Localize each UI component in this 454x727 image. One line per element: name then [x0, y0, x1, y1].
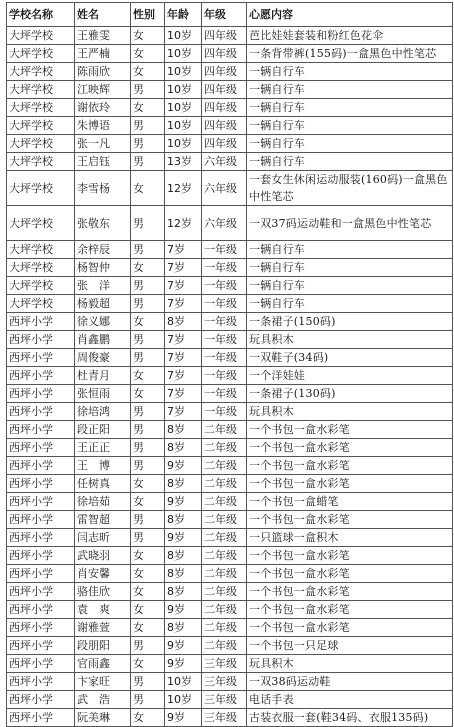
school-cell: 西坪小学 [7, 655, 75, 673]
header-row [7, 3, 453, 27]
table-row [7, 295, 453, 313]
age-cell: 9岁 [165, 637, 202, 655]
gender-cell: 男 [131, 331, 165, 349]
school-cell: 西坪小学 [7, 583, 75, 601]
table-row [7, 691, 453, 709]
gender-cell: 女 [131, 99, 165, 117]
school-cell: 西坪小学 [7, 691, 75, 709]
name-cell: 王 博 [75, 457, 131, 475]
age-cell: 7岁 [165, 385, 202, 403]
header-grade: 年级 [202, 3, 247, 27]
gender-cell: 男 [131, 421, 165, 439]
wish-cell: 一个书包一盒水彩笔 [247, 565, 453, 583]
grade-cell: 六年级 [202, 171, 247, 206]
age-cell: 8岁 [165, 583, 202, 601]
gender-cell: 男 [131, 691, 165, 709]
name-cell: 杨智仲 [75, 259, 131, 277]
wish-cell: 一条裙子(150码) [247, 313, 453, 331]
age-cell: 7岁 [165, 241, 202, 259]
table-row [7, 565, 453, 583]
name-cell: 张 洋 [75, 277, 131, 295]
school-cell: 西坪小学 [7, 637, 75, 655]
name-cell: 官雨鑫 [75, 655, 131, 673]
gender-cell: 女 [131, 27, 165, 45]
grade-cell: 一年级 [202, 241, 247, 259]
grade-cell: 四年级 [202, 45, 247, 63]
header-age: 年龄 [165, 3, 202, 27]
table-row [7, 313, 453, 331]
wish-cell: 一辆自行车 [247, 259, 453, 277]
school-cell: 西坪小学 [7, 673, 75, 691]
table-row [7, 259, 453, 277]
age-cell: 8岁 [165, 619, 202, 637]
age-cell: 7岁 [165, 403, 202, 421]
table-row [7, 349, 453, 367]
table-row [7, 27, 453, 45]
gender-cell: 女 [131, 171, 165, 206]
gender-cell: 男 [131, 673, 165, 691]
gender-cell: 男 [131, 135, 165, 153]
school-cell: 大坪学校 [7, 259, 75, 277]
grade-cell: 二年级 [202, 529, 247, 547]
gender-cell: 男 [131, 637, 165, 655]
gender-cell: 男 [131, 349, 165, 367]
school-cell: 西坪小学 [7, 331, 75, 349]
age-cell: 8岁 [165, 511, 202, 529]
gender-cell: 女 [131, 601, 165, 619]
name-cell: 谢依玲 [75, 99, 131, 117]
name-cell: 卞家旺 [75, 673, 131, 691]
age-cell: 7岁 [165, 295, 202, 313]
grade-cell: 二年级 [202, 421, 247, 439]
gender-cell: 男 [131, 439, 165, 457]
wish-cell: 古装衣服一套(鞋34码、衣服135码) [247, 709, 453, 727]
name-cell: 张一凡 [75, 135, 131, 153]
header-name: 姓名 [75, 3, 131, 27]
table-row [7, 206, 453, 241]
table-row [7, 457, 453, 475]
age-cell: 10岁 [165, 27, 202, 45]
grade-cell: 一年级 [202, 367, 247, 385]
name-cell: 任树真 [75, 475, 131, 493]
wish-cell: 一个书包一盒水彩笔 [247, 475, 453, 493]
gender-cell: 女 [131, 583, 165, 601]
wish-cell: 一个书包一只足球 [247, 637, 453, 655]
school-cell: 西坪小学 [7, 403, 75, 421]
wish-cell: 一双37码运动鞋和一盒黑色中性笔芯 [247, 206, 453, 241]
school-cell: 大坪学校 [7, 99, 75, 117]
wish-cell: 一条裙子(130码) [247, 385, 453, 403]
name-cell: 徐义娜 [75, 313, 131, 331]
school-cell: 西坪小学 [7, 385, 75, 403]
age-cell: 7岁 [165, 277, 202, 295]
school-cell: 西坪小学 [7, 619, 75, 637]
gender-cell: 男 [131, 529, 165, 547]
grade-cell: 一年级 [202, 277, 247, 295]
gender-cell: 女 [131, 709, 165, 727]
school-cell: 大坪学校 [7, 63, 75, 81]
grade-cell: 一年级 [202, 385, 247, 403]
name-cell: 李雪杨 [75, 171, 131, 206]
gender-cell: 男 [131, 511, 165, 529]
school-cell: 西坪小学 [7, 349, 75, 367]
gender-cell: 女 [131, 367, 165, 385]
gender-cell: 男 [131, 81, 165, 99]
wish-cell: 一个书包一盒蜡笔 [247, 493, 453, 511]
name-cell: 江映辉 [75, 81, 131, 99]
school-cell: 西坪小学 [7, 421, 75, 439]
wish-cell: 一个书包一盒水彩笔 [247, 619, 453, 637]
table-row [7, 475, 453, 493]
gender-cell: 女 [131, 493, 165, 511]
table-row [7, 673, 453, 691]
school-cell: 大坪学校 [7, 135, 75, 153]
grade-cell: 三年级 [202, 673, 247, 691]
name-cell: 王雅雯 [75, 27, 131, 45]
wish-cell: 一辆自行车 [247, 295, 453, 313]
age-cell: 7岁 [165, 259, 202, 277]
wish-cell: 一辆自行车 [247, 81, 453, 99]
school-cell: 西坪小学 [7, 367, 75, 385]
age-cell: 10岁 [165, 81, 202, 99]
wish-cell: 一个书包一盒水彩笔 [247, 457, 453, 475]
gender-cell: 女 [131, 475, 165, 493]
wish-cell: 一辆自行车 [247, 135, 453, 153]
wish-cell: 玩具积木 [247, 331, 453, 349]
grade-cell: 四年级 [202, 99, 247, 117]
table-row [7, 403, 453, 421]
age-cell: 10岁 [165, 99, 202, 117]
table-row [7, 709, 453, 727]
school-cell: 大坪学校 [7, 81, 75, 99]
table-row [7, 655, 453, 673]
table-row [7, 99, 453, 117]
name-cell: 阮美琳 [75, 709, 131, 727]
wish-cell: 一只篮球一盒积木 [247, 529, 453, 547]
grade-cell: 六年级 [202, 153, 247, 171]
grade-cell: 一年级 [202, 403, 247, 421]
gender-cell: 男 [131, 241, 165, 259]
age-cell: 8岁 [165, 547, 202, 565]
name-cell: 段朋阳 [75, 637, 131, 655]
gender-cell: 女 [131, 313, 165, 331]
age-cell: 9岁 [165, 457, 202, 475]
wish-cell: 一双鞋子(34码) [247, 349, 453, 367]
grade-cell: 三年级 [202, 709, 247, 727]
table-row [7, 45, 453, 63]
wish-cell: 一辆自行车 [247, 277, 453, 295]
age-cell: 8岁 [165, 565, 202, 583]
gender-cell: 男 [131, 153, 165, 171]
gender-cell: 男 [131, 277, 165, 295]
name-cell: 徐培茹 [75, 493, 131, 511]
grade-cell: 二年级 [202, 493, 247, 511]
age-cell: 12岁 [165, 171, 202, 206]
table-row [7, 81, 453, 99]
name-cell: 肖鑫鹏 [75, 331, 131, 349]
school-cell: 大坪学校 [7, 206, 75, 241]
name-cell: 王启钰 [75, 153, 131, 171]
school-cell: 大坪学校 [7, 117, 75, 135]
grade-cell: 二年级 [202, 457, 247, 475]
name-cell: 雷智超 [75, 511, 131, 529]
age-cell: 9岁 [165, 529, 202, 547]
grade-cell: 一年级 [202, 259, 247, 277]
table-row [7, 367, 453, 385]
grade-cell: 二年级 [202, 619, 247, 637]
age-cell: 13岁 [165, 153, 202, 171]
table-row [7, 547, 453, 565]
wish-cell: 芭比娃娃套装和粉红色花伞 [247, 27, 453, 45]
table-row [7, 171, 453, 206]
gender-cell: 男 [131, 457, 165, 475]
name-cell: 武 浩 [75, 691, 131, 709]
header-wish: 心愿内容 [247, 3, 453, 27]
school-cell: 大坪学校 [7, 171, 75, 206]
name-cell: 张敬东 [75, 206, 131, 241]
name-cell: 王正正 [75, 439, 131, 457]
wish-cell: 一辆自行车 [247, 99, 453, 117]
table-row [7, 117, 453, 135]
gender-cell: 女 [131, 565, 165, 583]
grade-cell: 三年级 [202, 655, 247, 673]
gender-cell: 女 [131, 259, 165, 277]
school-cell: 西坪小学 [7, 601, 75, 619]
age-cell: 7岁 [165, 367, 202, 385]
wish-cell: 一个书包一盒水彩笔 [247, 583, 453, 601]
gender-cell: 男 [131, 403, 165, 421]
school-cell: 西坪小学 [7, 511, 75, 529]
school-cell: 西坪小学 [7, 529, 75, 547]
name-cell: 张恒雨 [75, 385, 131, 403]
grade-cell: 三年级 [202, 691, 247, 709]
school-cell: 大坪学校 [7, 45, 75, 63]
wish-cell: 一条背带裤(155码)一盒黑色中性笔芯 [247, 45, 453, 63]
age-cell: 9岁 [165, 493, 202, 511]
grade-cell: 二年级 [202, 439, 247, 457]
age-cell: 7岁 [165, 331, 202, 349]
table-row [7, 331, 453, 349]
gender-cell: 女 [131, 619, 165, 637]
school-cell: 西坪小学 [7, 475, 75, 493]
table-row [7, 385, 453, 403]
table-row [7, 601, 453, 619]
name-cell: 骆佳欣 [75, 583, 131, 601]
name-cell: 肖安馨 [75, 565, 131, 583]
gender-cell: 男 [131, 295, 165, 313]
age-cell: 8岁 [165, 421, 202, 439]
grade-cell: 一年级 [202, 331, 247, 349]
table-row [7, 511, 453, 529]
school-cell: 西坪小学 [7, 565, 75, 583]
wish-cell: 电话手表 [247, 691, 453, 709]
gender-cell: 男 [131, 206, 165, 241]
age-cell: 8岁 [165, 475, 202, 493]
table-row [7, 277, 453, 295]
gender-cell: 女 [131, 63, 165, 81]
table-row [7, 439, 453, 457]
wish-cell: 一个洋娃娃 [247, 367, 453, 385]
wish-cell: 一个书包一盒水彩笔 [247, 601, 453, 619]
school-cell: 大坪学校 [7, 27, 75, 45]
grade-cell: 一年级 [202, 313, 247, 331]
gender-cell: 女 [131, 45, 165, 63]
school-cell: 大坪学校 [7, 277, 75, 295]
grade-cell: 一年级 [202, 295, 247, 313]
name-cell: 闫志昕 [75, 529, 131, 547]
school-cell: 大坪学校 [7, 295, 75, 313]
wish-cell: 玩具积木 [247, 655, 453, 673]
wish-cell: 一双38码运动鞋 [247, 673, 453, 691]
name-cell: 周俊豪 [75, 349, 131, 367]
grade-cell: 二年级 [202, 601, 247, 619]
school-cell: 西坪小学 [7, 313, 75, 331]
grade-cell: 二年级 [202, 565, 247, 583]
grade-cell: 二年级 [202, 583, 247, 601]
table-row [7, 583, 453, 601]
school-cell: 大坪学校 [7, 241, 75, 259]
grade-cell: 二年级 [202, 637, 247, 655]
grade-cell: 一年级 [202, 349, 247, 367]
age-cell: 10岁 [165, 691, 202, 709]
wish-cell: 一个书包一盒水彩笔 [247, 547, 453, 565]
wish-cell: 一辆自行车 [247, 63, 453, 81]
grade-cell: 二年级 [202, 475, 247, 493]
age-cell: 9岁 [165, 655, 202, 673]
grade-cell: 二年级 [202, 511, 247, 529]
age-cell: 9岁 [165, 709, 202, 727]
age-cell: 7岁 [165, 349, 202, 367]
wish-cell: 一辆自行车 [247, 241, 453, 259]
age-cell: 10岁 [165, 135, 202, 153]
wish-cell: 一个书包一盒水彩笔 [247, 511, 453, 529]
table-body [7, 27, 453, 727]
age-cell: 8岁 [165, 313, 202, 331]
school-cell: 西坪小学 [7, 709, 75, 727]
name-cell: 余梓辰 [75, 241, 131, 259]
age-cell: 12岁 [165, 206, 202, 241]
grade-cell: 二年级 [202, 547, 247, 565]
wish-cell: 一个书包一盒水彩笔 [247, 421, 453, 439]
name-cell: 杨毅超 [75, 295, 131, 313]
age-cell: 10岁 [165, 117, 202, 135]
table-row [7, 529, 453, 547]
school-cell: 西坪小学 [7, 493, 75, 511]
table-row [7, 153, 453, 171]
age-cell: 9岁 [165, 601, 202, 619]
header-school: 学校名称 [7, 3, 75, 27]
wish-cell: 一辆自行车 [247, 117, 453, 135]
age-cell: 10岁 [165, 63, 202, 81]
table-row [7, 493, 453, 511]
school-cell: 西坪小学 [7, 457, 75, 475]
wish-cell: 玩具积木 [247, 403, 453, 421]
wish-table [6, 2, 453, 727]
grade-cell: 四年级 [202, 117, 247, 135]
school-cell: 西坪小学 [7, 439, 75, 457]
name-cell: 朱博语 [75, 117, 131, 135]
gender-cell: 女 [131, 385, 165, 403]
table-row [7, 619, 453, 637]
header-gender: 性别 [131, 3, 165, 27]
wish-cell: 一个书包一盒水彩笔 [247, 439, 453, 457]
school-cell: 西坪小学 [7, 547, 75, 565]
wish-cell: 一套女生休闲运动服装(160码)一盒黑色中性笔芯 [247, 171, 453, 206]
name-cell: 杜青月 [75, 367, 131, 385]
gender-cell: 女 [131, 547, 165, 565]
table-row [7, 637, 453, 655]
table-row [7, 63, 453, 81]
school-cell: 大坪学校 [7, 153, 75, 171]
gender-cell: 女 [131, 655, 165, 673]
name-cell: 王严楠 [75, 45, 131, 63]
grade-cell: 四年级 [202, 63, 247, 81]
gender-cell: 男 [131, 117, 165, 135]
grade-cell: 四年级 [202, 81, 247, 99]
name-cell: 袁 爽 [75, 601, 131, 619]
name-cell: 武晓羽 [75, 547, 131, 565]
age-cell: 10岁 [165, 673, 202, 691]
name-cell: 段正阳 [75, 421, 131, 439]
name-cell: 陈雨欣 [75, 63, 131, 81]
grade-cell: 六年级 [202, 206, 247, 241]
age-cell: 8岁 [165, 439, 202, 457]
name-cell: 谢雅萱 [75, 619, 131, 637]
table-row [7, 241, 453, 259]
name-cell: 徐培鸿 [75, 403, 131, 421]
age-cell: 10岁 [165, 45, 202, 63]
wish-cell: 一辆自行车 [247, 153, 453, 171]
grade-cell: 四年级 [202, 27, 247, 45]
table-row [7, 421, 453, 439]
table-row [7, 135, 453, 153]
grade-cell: 四年级 [202, 135, 247, 153]
